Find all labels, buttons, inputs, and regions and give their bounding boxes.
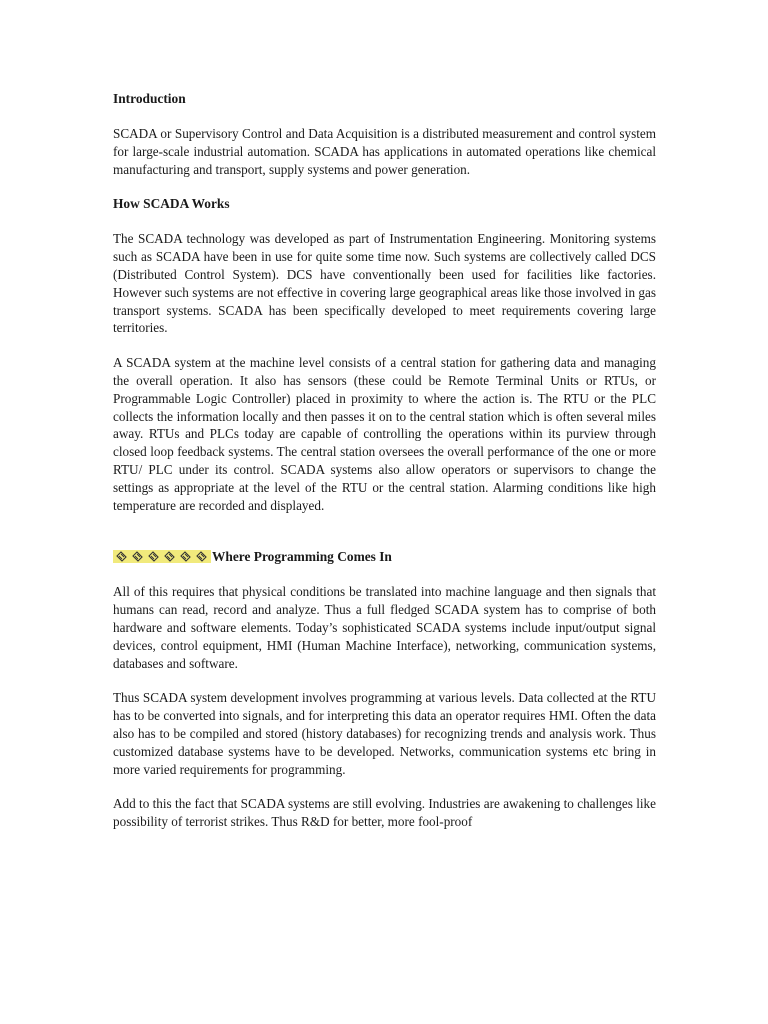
paragraph-programming-3: Add to this the fact that SCADA systems are still evolving. Industries are awakening to challenges like possibility of terrorist strikes. Thus R&D for better, more fool-proof [113,796,656,830]
broken-glyph-marks [113,550,211,563]
paragraph-programming-1: All of this requires that physical conditions be translated into machine language and then signals that humans can read, record and analyze. Thus a full fledged SCADA system has to comprise of both hardware and software elements. Today’s sophisticated SCADA systems include input/output signal devices, control equipment, HMI (Human Machine Interface), networking, communication systems, databases and software. [113,584,656,671]
broken-glyph-icon [194,550,210,563]
broken-glyph-icon [130,550,146,563]
heading-introduction: Introduction [113,91,186,106]
paragraph-programming-2: Thus SCADA system development involves programming at various levels. Data collected at the RTU has to be converted into signals, and for interpreting this data an operator requires HMI. Often the data also has to be compiled and stored (history databases) for recognizing trends and analysis work. Thus customized database systems have to be developed. Networks, communication systems etc bring in more varied requirements for programming. [113,690,656,777]
heading-where-programming [113,548,656,566]
paragraph-intro: SCADA or Supervisory Control and Data Acquisition is a distributed measurement and control system for large-scale industrial automation. SCADA has applications in automated operations like chemical manufacturing and transport, supply systems and power generation. [113,126,656,177]
heading-how-scada-works: How SCADA Works [113,196,230,212]
broken-glyph-icon [178,550,194,563]
heading-where-programming-text: Where Programming Comes In [212,549,392,565]
broken-glyph-icon [162,550,178,563]
broken-glyph-icon [114,550,130,563]
broken-glyph-icon [146,550,162,563]
document-page [113,90,656,831]
paragraph-how-2: A SCADA system at the machine level consists of a central station for gathering data and managing the overall operation. It also has sensors (these could be Remote Terminal Units or RTUs, or Programmable Logic Controller) placed in proximity to where the action is. The RTU or the PLC collects the information locally and then passes it on to the central station which is often several miles away. RTUs and PLCs today are capable of controlling the operations within its purview through closed loop feedback systems. The central station oversees the overall performance of the one or more RTU/ PLC under its control. SCADA systems also allow operators or supervisors to change the settings as appropriate at the level of the RTU or the central station. Alarming conditions like high temperature are recorded and displayed. [113,355,656,513]
paragraph-how-1: The SCADA technology was developed as part of Instrumentation Engineering. Monitoring systems such as SCADA have been in use for quite some time now. Such systems are collectively called DCS (Distributed Control System). DCS have conventionally been used for facilities like factories. However such systems are not effective in covering large geographical areas like those involved in gas transport systems. SCADA has been specifically developed to meet requirements covering large territories. [113,231,656,336]
